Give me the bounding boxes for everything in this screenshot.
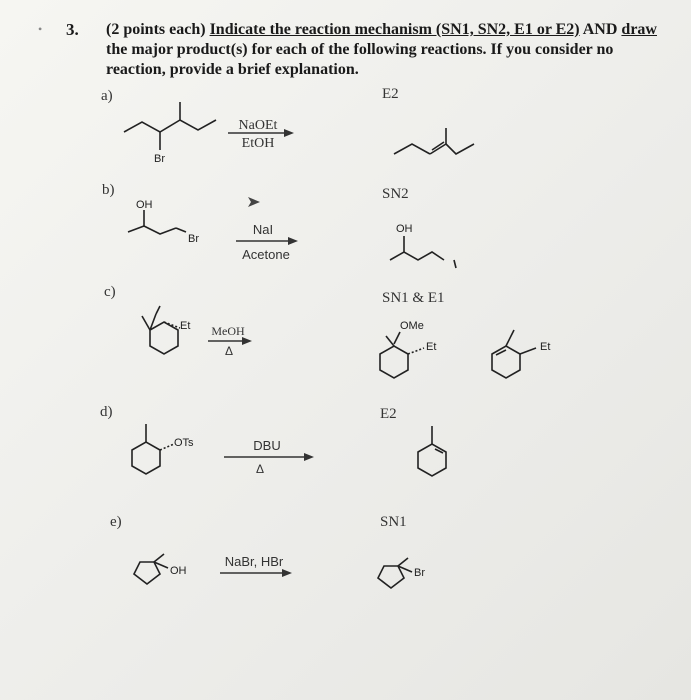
- part-d-mechanism: E2: [380, 406, 397, 422]
- carbon-chain: [390, 252, 444, 260]
- part-b-reagent-top: NaI: [252, 222, 274, 237]
- question-number: 3.: [66, 20, 79, 39]
- part-e-product: [370, 552, 450, 602]
- part-b-reaction-arrow: [236, 236, 298, 246]
- part-d-product: [408, 424, 468, 494]
- dashed-ethyl-bond: [408, 348, 424, 354]
- cyclopentane-ring: [378, 566, 404, 588]
- part-d-reaction-arrow: [224, 452, 314, 462]
- carbon-chain: [128, 226, 176, 234]
- part-a-label: a): [101, 88, 113, 104]
- part-d-label: d): [100, 404, 113, 420]
- question-text: [106, 20, 666, 80]
- part-e-reaction-arrow: [220, 568, 292, 578]
- part-c-label: c): [104, 284, 116, 300]
- iodine-stroke: [454, 260, 456, 268]
- part-d-reagent-bottom: Δ: [255, 462, 264, 476]
- methyl-bond: [506, 330, 514, 346]
- part-e-label: e): [110, 514, 122, 530]
- hydroxyl-group: OH: [136, 199, 153, 211]
- part-b-mechanism: SN2: [382, 186, 409, 202]
- question-underlined-draw: draw: [621, 21, 657, 38]
- carbon-chain: [124, 120, 216, 132]
- hydroxyl-group: OH: [170, 565, 187, 577]
- part-b-label: b): [102, 182, 115, 198]
- question-rest: the major product(s) for each of the following reactions. If you consider no reaction, provide a brief explanation.: [106, 41, 614, 78]
- ethyl-group: Et: [180, 320, 191, 332]
- part-e-starting-material: [126, 548, 206, 598]
- part-e-reagent-top: NaBr, HBr: [224, 554, 284, 569]
- carbon-chain-left: [394, 144, 430, 154]
- cyclohexane-ring: [380, 346, 408, 378]
- bromine-atom: Br: [154, 153, 165, 165]
- bromine-atom: Br: [414, 567, 425, 579]
- tosylate-group: OTs: [174, 437, 194, 449]
- carbon-chain-right: [446, 144, 474, 154]
- methyl-bond: [386, 336, 394, 346]
- cyclopentane-ring: [134, 562, 160, 584]
- part-c-reagent-top: MeOH: [211, 324, 245, 338]
- ethyl-group: Et: [426, 341, 437, 353]
- c-ome-bond: [394, 332, 400, 344]
- part-c-product-substitution: [372, 318, 462, 388]
- cyclohexene-ring: [418, 444, 446, 476]
- c-br-bond: [176, 228, 186, 232]
- part-a-starting-material: [120, 100, 230, 170]
- dashed-ots-bond: [160, 444, 174, 450]
- ethyl-group: Et: [540, 341, 551, 353]
- part-c-reagent-bottom: Δ: [224, 344, 233, 358]
- methoxy-group: OMe: [400, 320, 424, 332]
- part-c-mechanism: SN1 & E1: [382, 290, 445, 306]
- part-b-product: [380, 222, 470, 274]
- iodine-stroke: [156, 306, 160, 314]
- cyclohexane-ring: [150, 322, 178, 354]
- question-underlined-instruction: Indicate the reaction mechanism (SN1, SN2, E1 or E2): [209, 21, 580, 38]
- margin-mark: •: [38, 22, 43, 36]
- methyl-bond: [154, 554, 164, 562]
- part-a-reagent-bottom: EtOH: [241, 136, 275, 151]
- part-d-starting-material: [124, 420, 214, 490]
- part-d-reagent-top: DBU: [253, 438, 281, 453]
- methyl-bond-left: [142, 316, 150, 330]
- cyclohexane-ring: [132, 442, 160, 474]
- part-c-starting-material: [130, 294, 210, 374]
- question-connector: AND: [582, 21, 618, 38]
- question-prefix: (2 points each): [106, 21, 206, 38]
- part-a-reagent-top: NaOEt: [238, 118, 278, 133]
- methyl-bond: [398, 558, 408, 566]
- bromine-atom: Br: [188, 233, 199, 245]
- part-a-mechanism: E2: [382, 86, 399, 102]
- part-c-product-elimination: [484, 318, 574, 388]
- ethyl-bond: [520, 348, 536, 354]
- part-b-starting-material: [126, 196, 216, 250]
- part-e-mechanism: SN1: [380, 514, 407, 530]
- part-b-reagent-bottom: Acetone: [242, 247, 290, 262]
- part-a-product: [392, 126, 502, 166]
- arrowhead-mark: [246, 195, 262, 209]
- hydroxyl-group: OH: [396, 223, 413, 235]
